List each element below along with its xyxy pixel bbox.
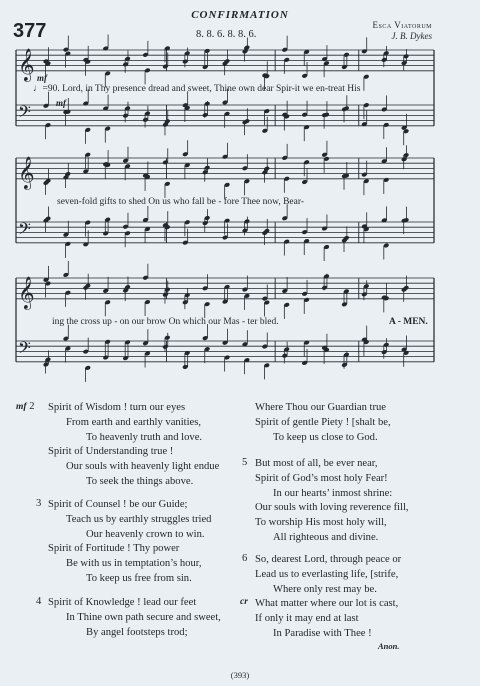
verse-6-dynamic: cr [240,597,248,607]
verse-line: Spirit of Knowledge ! lead our feet [48,597,197,608]
verse-line: Spirit of gentle Piety ! [shalt be, [255,416,391,428]
verse-line: To seek the things above. [86,475,194,487]
lyrics-line-3: ing the cross up - on our brow On which our Mas - ter bled. [52,317,279,327]
verse-line: Our souls with loving reverence fill, [255,502,409,514]
verse-6-number: 6 [242,553,248,564]
verse-line: In Paradise with Thee ! [273,627,372,639]
verse-line: Spirit of Fortitude ! Thy power [48,543,180,555]
verse-line: Be with us in temptation’s hour, [66,558,202,570]
verse-4 [48,596,221,640]
verse-line: Where Thou our Guardian true [255,402,386,413]
verse-line: In Thine own path secure and sweet, [66,611,221,623]
svg-text:𝄞: 𝄞 [18,47,35,81]
verse-line: To keep us close to God. [273,431,378,443]
svg-text:𝄢: 𝄢 [18,101,31,126]
verse-6-second-half [255,597,398,641]
verse-5-number: 5 [242,457,248,468]
tune-name: Esca Viatorum [372,20,432,30]
verse-line: So, dearest Lord, through peace or [255,554,402,565]
verse-2-number [16,401,35,412]
verse-4-continued [255,401,391,445]
verse-line: Spirit of God’s most holy Fear! [255,472,388,484]
verse-line: Our souls with heavenly light endue [66,461,220,473]
hymn-title: CONFIRMATION [191,9,289,21]
hymn-number: 377 [13,20,47,42]
svg-text:𝄢: 𝄢 [18,218,31,243]
verse-line: Where only rest may be. [273,583,377,595]
verse-line: To heavenly truth and love. [86,431,203,443]
svg-text:𝄞: 𝄞 [18,155,35,189]
verse-3-number: 3 [36,498,42,509]
verse-6 [255,553,401,597]
verse-4-number: 4 [36,596,42,607]
author-credit: Anon. [378,641,400,651]
verse-2-dynamic: mf [16,402,27,412]
verse-line: All righteous and divine. [273,531,379,543]
tempo-mark: ♩=90. [33,84,60,94]
verse-line: If only it may end at last [255,612,359,624]
verse-line: What matter where our lot is cast, [255,598,399,609]
dynamic-mark-bottom: mf [56,98,66,108]
verse-line: In our hearts’ inmost shrine: [273,487,393,499]
verse-line: Spirit of Counsel ! be our Guide; [48,499,188,510]
composer: J. B. Dykes [391,31,432,41]
verse-line: To worship His most holy will, [255,517,387,529]
verse-line: To keep us free from sin. [86,572,192,584]
lyrics-line-1 [33,84,360,94]
verse-line: Our heavenly crown to win. [86,528,205,540]
verse-line: From earth and earthly vanities, [66,416,202,428]
svg-text:𝄞: 𝄞 [18,275,35,309]
verse-line: By angel footsteps trod; [86,626,188,638]
verse-line: But most of all, be ever near, [255,458,378,469]
svg-text:𝄢: 𝄢 [18,337,31,362]
lyrics-text-1: Lord, in Thy presence dread and sweet, Thine own dear Spir-it we en-treat His [62,84,361,94]
dynamic-mark-top: mf [37,73,47,83]
verse-number: 2 [29,401,35,412]
verse-line: Spirit of Wisdom ! turn our eyes [48,402,186,413]
verse-line: Lead us to everlasting life, [strife, [255,568,399,580]
verse-2 [48,401,219,490]
verse-3 [48,498,211,587]
verse-line: Teach us by earthly struggles tried [66,513,212,525]
amen: A - MEN. [389,317,428,327]
verse-5 [255,457,409,546]
verse-line: Spirit of Understanding true ! [48,446,174,458]
page-number: (393) [230,670,250,680]
meter: 8. 8. 6. 8. 8. 6. [196,29,257,40]
lyrics-line-2: seven-fold gifts to shed On us who fall be - fore Thee now, Bear- [57,197,305,207]
